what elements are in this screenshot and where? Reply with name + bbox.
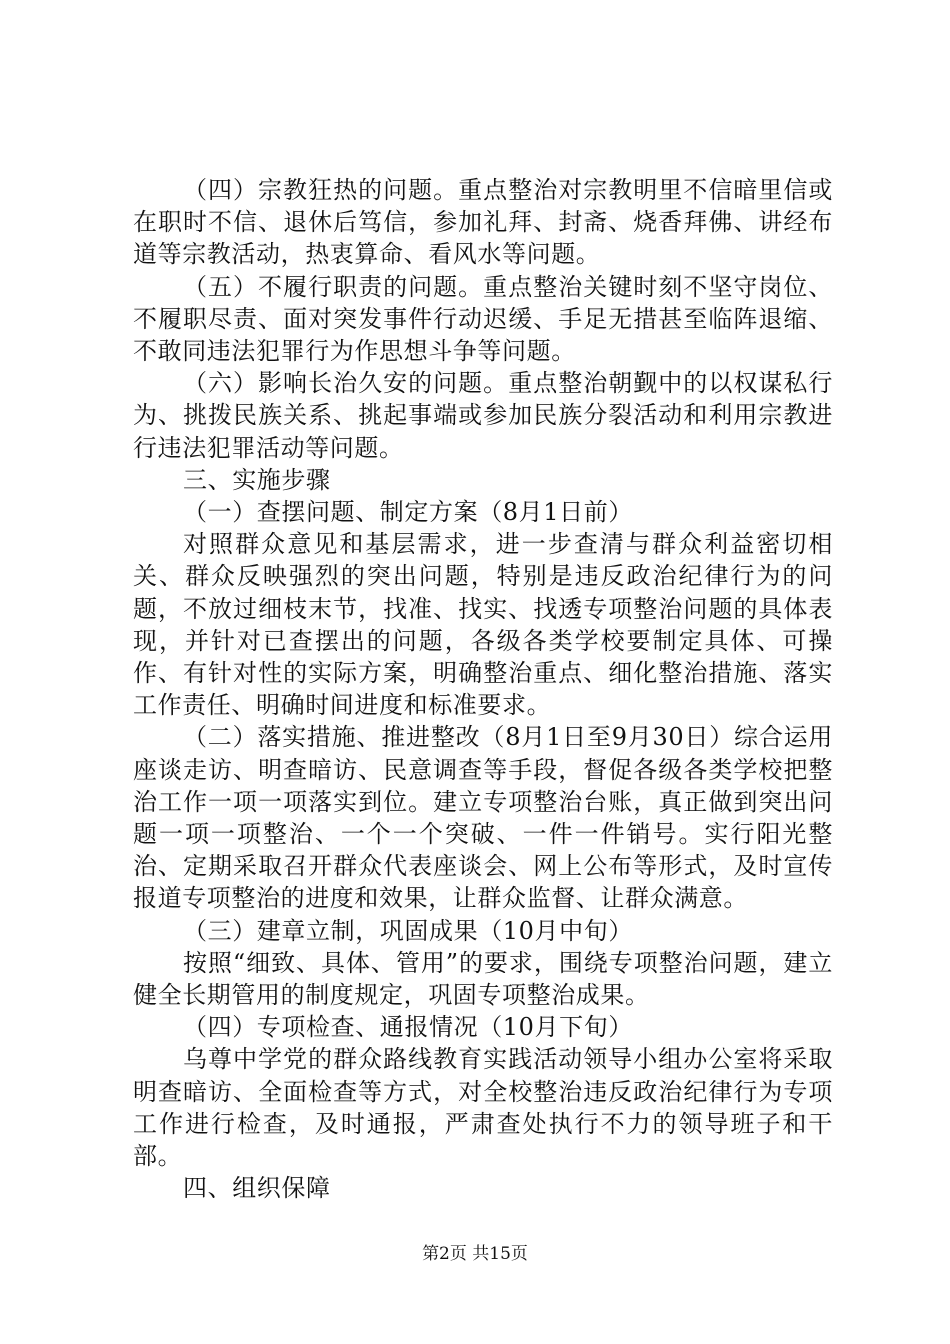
heading-implementation-steps: 三、实施步骤 <box>183 465 331 494</box>
page-footer: 第2页 共15页 <box>422 1244 528 1264</box>
subheading-step-4: （四）专项检查、通报情况（10月下旬） <box>183 1013 633 1042</box>
paragraph-step-3: 按照“细致、具体、管用”的要求，围绕专项整治问题，建立健全长期管用的制度规定，巩固专项整治成果。 <box>133 948 833 1010</box>
subheading-step-1: （一）查摆问题、制定方案（8月1日前） <box>183 498 633 527</box>
paragraph-step-4: 乌尊中学党的群众路线教育实践活动领导小组办公室将采取明查暗访、全面检查等方式，对全校整治违反政治纪律行为专项工作进行检查，及时通报，严肃查处执行不力的领导班子和干部。 <box>133 1045 833 1171</box>
paragraph-section-4-religion: （四）宗教狂热的问题。重点整治对宗教明里不信暗里信或在职时不信、退休后笃信，参加礼拜、封斋、烧香拜佛、讲经布道等宗教活动，热衷算命、看风水等问题。 <box>133 176 833 269</box>
paragraph-section-6-stability: （六）影响长治久安的问题。重点整治朝觐中的以权谋私行为、挑拨民族关系、挑起事端或参加民族分裂活动和利用宗教进行违法犯罪活动等问题。 <box>133 369 833 462</box>
paragraph-step-1: 对照群众意见和基层需求，进一步查清与群众利益密切相关、群众反映强烈的突出问题，特别是违反政治纪律行为的问题，不放过细枝末节，找准、找实、找透专项整治问题的具体表现，并针对已查摆出的问题，各级各类学校要制定具体、可操作、有针对性的实际方案，明确整治重点、细化整治措施、落实工作责任、明确时间进度和标准要求。 <box>133 530 833 720</box>
paragraph-section-5-duty: （五）不履行职责的问题。重点整治关键时刻不坚守岗位、不履职尽责、面对突发事件行动迟缓、手足无措甚至临阵退缩、不敢同违法犯罪行为作思想斗争等问题。 <box>133 272 833 366</box>
heading-organization-guarantee: 四、组织保障 <box>183 1174 331 1203</box>
document-body <box>133 174 833 1205</box>
subheading-step-3: （三）建章立制，巩固成果（10月中旬） <box>183 916 633 945</box>
paragraph-step-2: （二）落实措施、推进整改（8月1日至9月30日）综合运用座谈走访、明查暗访、民意调查等手段，督促各级各类学校把整治工作一项一项落实到位。建立专项整治台账，真正做到突出问题一项一项整治、一个一个突破、一件一件销号。实行阳光整治、定期采取召开群众代表座谈会、网上公布等形式，及时宣传报道专项整治的进度和效果，让群众监督、让群众满意。 <box>133 723 833 913</box>
